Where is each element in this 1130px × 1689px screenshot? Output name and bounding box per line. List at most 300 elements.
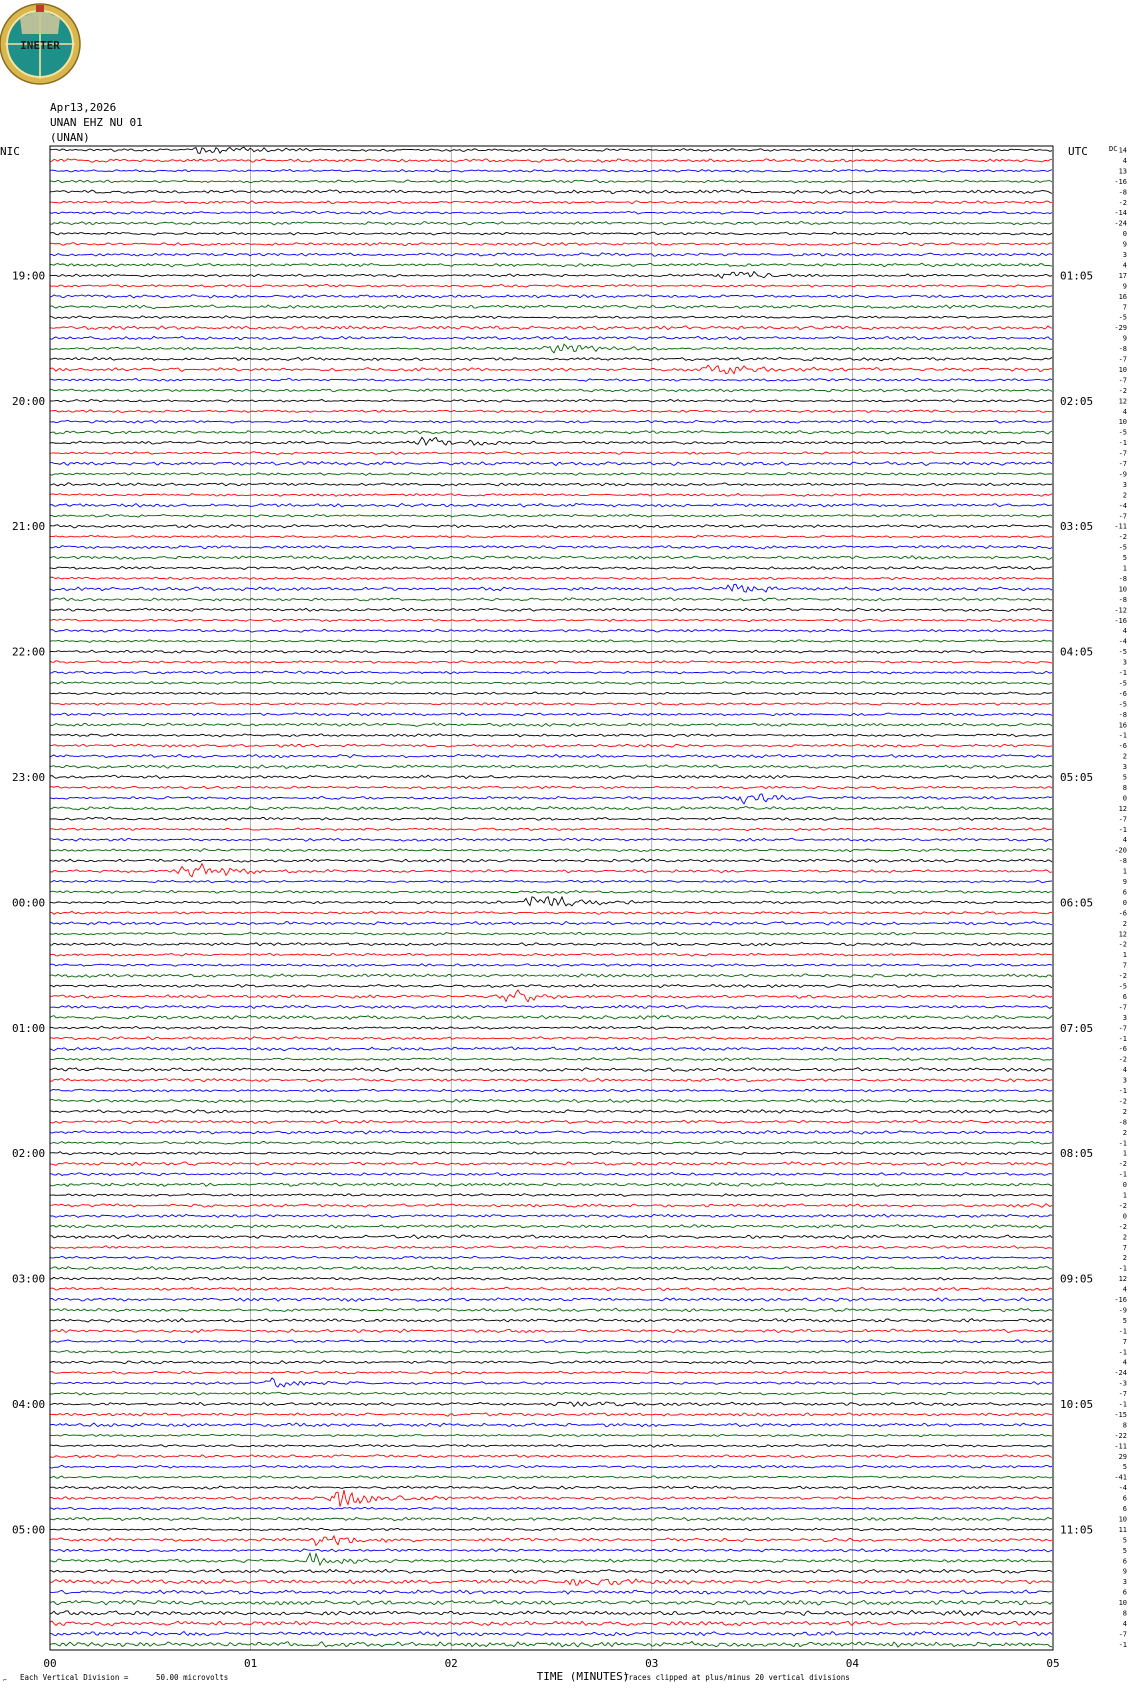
dc-offset-label: -1: [1118, 1170, 1127, 1179]
dc-offset-label: -7: [1118, 376, 1127, 385]
dc-offset-label: -41: [1114, 1473, 1127, 1482]
trace-55: [50, 723, 1052, 726]
trace-54: [50, 713, 1052, 716]
dc-offset-label: -2: [1118, 1055, 1127, 1064]
trace-133: [50, 1536, 1052, 1546]
dc-offset-label: -1: [1118, 825, 1127, 834]
dc-offset-label: -8: [1118, 595, 1127, 604]
dc-offset-label: -1: [1118, 731, 1127, 740]
trace-7: [50, 222, 1052, 225]
right-hour-label: 04:05: [1060, 645, 1094, 659]
trace-41: [50, 577, 1052, 580]
trace-83: [50, 1016, 1052, 1020]
dc-offset-label: 9: [1122, 240, 1127, 249]
trace-25: [50, 410, 1052, 413]
trace-58: [50, 754, 1052, 757]
trace-69: [50, 864, 1052, 877]
dc-offset-label: 29: [1118, 1452, 1127, 1461]
trace-4: [50, 190, 1052, 194]
dc-offset-label: -5: [1118, 313, 1127, 322]
dc-offset-label: -8: [1118, 710, 1127, 719]
trace-141: [50, 1621, 1052, 1626]
dc-offset-label: -2: [1118, 1201, 1127, 1210]
dc-offset-label: 9: [1122, 282, 1127, 291]
dc-offset-label: -15: [1114, 1410, 1127, 1419]
dc-offset-label: -11: [1114, 522, 1127, 531]
dc-offset-label: 5: [1122, 1316, 1127, 1325]
trace-44: [50, 608, 1052, 611]
trace-134: [50, 1549, 1052, 1552]
dc-offset-label: 0: [1122, 1181, 1127, 1190]
dc-offset-label: 12: [1118, 1275, 1127, 1284]
trace-12: [50, 272, 1052, 279]
trace-143: [50, 1641, 1052, 1647]
trace-29: [50, 452, 1052, 455]
trace-126: [50, 1465, 1052, 1468]
dc-offset-label: -7: [1118, 1390, 1127, 1399]
trace-82: [50, 1005, 1052, 1008]
dc-offset-label: 10: [1118, 365, 1127, 374]
dc-offset-label: -1: [1118, 1327, 1127, 1336]
trace-24: [50, 399, 1052, 402]
dc-offset-label: -2: [1118, 533, 1127, 542]
dc-offset-label: -5: [1118, 982, 1127, 991]
dc-offset-label: -1: [1118, 1264, 1127, 1273]
trace-120: [50, 1402, 1052, 1407]
trace-51: [50, 682, 1052, 685]
dc-offset-label: -2: [1118, 1222, 1127, 1231]
dc-offset-label: 5: [1122, 1536, 1127, 1545]
trace-21: [50, 365, 1052, 374]
trace-14: [50, 295, 1052, 298]
dc-offset-label: 2: [1122, 1107, 1127, 1116]
trace-42: [50, 584, 1052, 592]
dc-offset-label: 0: [1122, 794, 1127, 803]
x-tick-label: 05: [1046, 1657, 1060, 1670]
trace-26: [50, 420, 1052, 423]
dc-offset-label: 14: [1118, 146, 1127, 155]
x-axis-title: TIME (MINUTES): [536, 1670, 630, 1683]
trace-124: [50, 1444, 1052, 1447]
dc-offset-label: -7: [1118, 1003, 1127, 1012]
dc-offset-label: 10: [1118, 418, 1127, 427]
scale-value: 50.00 microvolts: [156, 1673, 229, 1682]
trace-30: [50, 462, 1052, 466]
dc-offset-label: 6: [1122, 992, 1127, 1001]
trace-109: [50, 1287, 1052, 1291]
dc-offset-label: -5: [1118, 543, 1127, 552]
trace-119: [50, 1392, 1052, 1395]
trace-98: [50, 1172, 1052, 1175]
trace-136: [50, 1569, 1052, 1573]
dc-offset-label: 9: [1122, 334, 1127, 343]
date-label: Apr13,2026: [50, 101, 117, 114]
dc-offset-label: 17: [1118, 271, 1127, 280]
dc-offset-label: 7: [1122, 303, 1127, 312]
dc-offset-label: 6: [1122, 888, 1127, 897]
trace-63: [50, 806, 1052, 810]
dc-offset-label: 1: [1122, 1149, 1127, 1158]
dc-offset-label: 2: [1122, 1128, 1127, 1137]
dc-offset-label: -8: [1118, 188, 1127, 197]
left-axis-label: NIC: [0, 145, 20, 158]
right-hour-label: 09:05: [1060, 1272, 1094, 1286]
dc-offset-label: 3: [1122, 763, 1127, 772]
dc-offset-label: 4: [1122, 156, 1127, 165]
dc-offset-label: -1: [1118, 1087, 1127, 1095]
trace-45: [50, 619, 1052, 622]
trace-79: [50, 974, 1052, 978]
site-label: (UNAN): [50, 131, 90, 144]
dc-offset-label: 6: [1122, 1557, 1127, 1566]
trace-6: [50, 211, 1052, 214]
right-axis-label: UTC: [1068, 145, 1088, 158]
trace-5: [50, 201, 1052, 204]
dc-offset-label: -5: [1118, 679, 1127, 688]
dc-offset-label: -7: [1118, 1630, 1127, 1639]
trace-100: [50, 1194, 1052, 1197]
trace-66: [50, 838, 1052, 841]
trace-56: [50, 734, 1052, 737]
dc-offset-label: 3: [1122, 1076, 1127, 1085]
dc-offset-label: -1: [1118, 439, 1127, 448]
dc-offset-label: -1: [1118, 669, 1127, 677]
trace-89: [50, 1078, 1052, 1081]
dc-offset-label: -7: [1118, 460, 1127, 468]
dc-offset-label: 16: [1118, 721, 1127, 730]
dc-offset-label: 1: [1122, 867, 1127, 876]
trace-62: [50, 794, 1052, 804]
trace-50: [50, 671, 1052, 674]
dc-offset-label: 4: [1122, 261, 1127, 270]
dc-offset-label: -7: [1118, 815, 1127, 824]
trace-99: [50, 1183, 1052, 1187]
trace-130: [50, 1507, 1052, 1510]
dc-offset-label: 12: [1118, 397, 1127, 406]
trace-9: [50, 242, 1052, 245]
trace-49: [50, 661, 1052, 664]
trace-80: [50, 984, 1052, 987]
logo-text: INETER: [20, 39, 60, 52]
trace-46: [50, 629, 1052, 632]
dc-offset-label: -4: [1118, 501, 1127, 510]
trace-91: [50, 1099, 1052, 1102]
dc-offset-label: -5: [1118, 648, 1127, 657]
dc-offset-label: 3: [1122, 1013, 1127, 1022]
dc-offset-label: 5: [1122, 554, 1127, 563]
dc-offset-label: 10: [1118, 585, 1127, 594]
dc-offset-label: 5: [1122, 773, 1127, 782]
dc-offset-label: 3: [1122, 251, 1127, 259]
trace-127: [50, 1476, 1052, 1479]
trace-23: [50, 389, 1052, 392]
trace-34: [50, 503, 1052, 507]
dc-offset-label: -6: [1118, 909, 1127, 918]
left-hour-label: 19:00: [12, 269, 46, 283]
x-axis-ticks: [43, 1657, 1059, 1670]
trace-20: [50, 357, 1052, 360]
dc-offset-label: 7: [1122, 1243, 1127, 1252]
trace-140: [50, 1610, 1052, 1615]
trace-35: [50, 514, 1052, 517]
trace-125: [50, 1455, 1052, 1458]
trace-48: [50, 650, 1052, 653]
clip-note: Traces clipped at plus/minus 20 vertical divisions: [624, 1673, 850, 1682]
dc-offset-label: -20: [1114, 846, 1127, 855]
dc-offset-label: 2: [1122, 752, 1127, 761]
dc-offset-label: 16: [1118, 292, 1127, 301]
dc-offset-label: 6: [1122, 1494, 1127, 1503]
trace-47: [50, 640, 1052, 643]
dc-offset-label: -22: [1114, 1431, 1127, 1440]
trace-102: [50, 1214, 1052, 1217]
trace-117: [50, 1371, 1052, 1374]
trace-81: [50, 990, 1052, 1002]
dc-offset-label: -16: [1114, 616, 1127, 625]
dc-offset-label: 6: [1122, 1505, 1127, 1513]
trace-132: [50, 1528, 1052, 1531]
left-hour-label: 22:00: [12, 645, 46, 659]
trace-110: [50, 1298, 1052, 1302]
trace-39: [50, 556, 1052, 560]
dc-offset-label: -6: [1118, 689, 1127, 698]
dc-offset-label: -4: [1118, 637, 1127, 646]
trace-27: [50, 430, 1052, 434]
trace-111: [50, 1308, 1052, 1311]
dc-offset-label: 4: [1122, 1619, 1127, 1628]
trace-57: [50, 744, 1052, 747]
right-hour-labels: [1060, 269, 1093, 1536]
dc-offset-label: 1: [1122, 1191, 1127, 1200]
dc-offset-label: -14: [1114, 209, 1127, 218]
trace-139: [50, 1600, 1052, 1605]
dc-offset-label: -2: [1118, 972, 1127, 981]
right-hour-label: 02:05: [1060, 394, 1094, 408]
trace-115: [50, 1350, 1052, 1353]
trace-19: [50, 344, 1052, 353]
dc-offset-label: 13: [1118, 167, 1127, 176]
trace-84: [50, 1026, 1052, 1029]
dc-offset-label: -11: [1114, 1442, 1127, 1451]
dc-offset-label: -8: [1118, 857, 1127, 866]
dc-offset-label: -5: [1118, 700, 1127, 709]
left-hour-label: 23:00: [12, 771, 46, 784]
dc-offset-label: -8: [1118, 345, 1127, 354]
trace-17: [50, 326, 1052, 330]
trace-121: [50, 1413, 1052, 1416]
x-tick-label: 02: [444, 1657, 458, 1670]
dc-offset-label: 10: [1118, 1599, 1127, 1608]
trace-60: [50, 775, 1052, 778]
dc-offset-label: -2: [1118, 1160, 1127, 1169]
left-hour-label: 02:00: [12, 1147, 46, 1161]
dc-offset-label: -5: [1118, 428, 1127, 437]
dc-offset-label: 4: [1122, 836, 1127, 845]
x-tick-label: 01: [243, 1657, 258, 1670]
x-tick-label: 04: [845, 1657, 860, 1670]
dc-offset-label: 7: [1122, 1337, 1127, 1346]
dc-offset-label: -7: [1118, 355, 1127, 364]
scale-note: Each Vertical Division =: [20, 1673, 129, 1682]
trace-2: [50, 169, 1052, 172]
trace-103: [50, 1225, 1052, 1228]
trace-90: [50, 1089, 1052, 1092]
dc-offset-labels: [1114, 147, 1127, 1649]
trace-87: [50, 1058, 1052, 1061]
trace-137: [50, 1579, 1052, 1585]
trace-10: [50, 253, 1052, 256]
trace-0: [50, 147, 1052, 153]
dc-offset-label: -6: [1118, 1045, 1127, 1054]
dc-offset-label: -7: [1118, 512, 1127, 521]
trace-73: [50, 911, 1052, 914]
trace-74: [50, 921, 1052, 925]
trace-53: [50, 703, 1052, 706]
trace-75: [50, 932, 1052, 935]
trace-129: [50, 1490, 1052, 1506]
dc-offset-label: 0: [1122, 898, 1127, 907]
trace-114: [50, 1340, 1052, 1343]
dc-offset-label: 3: [1122, 1578, 1127, 1587]
trace-33: [50, 493, 1052, 496]
dc-label: DC: [1109, 145, 1118, 153]
dc-offset-label: -9: [1118, 1306, 1127, 1315]
dc-offset-label: 1: [1122, 564, 1127, 573]
dc-offset-label: -1: [1118, 1640, 1127, 1649]
left-hour-label: 20:00: [12, 394, 46, 408]
dc-offset-label: 5: [1122, 1546, 1127, 1555]
trace-77: [50, 953, 1052, 956]
dc-offset-label: 8: [1122, 783, 1127, 792]
dc-offset-label: -12: [1114, 606, 1127, 615]
dc-offset-label: -24: [1114, 1369, 1127, 1378]
trace-36: [50, 525, 1052, 528]
dc-offset-label: 1: [1122, 951, 1127, 960]
dc-offset-label: 2: [1122, 491, 1127, 500]
trace-3: [50, 180, 1052, 183]
trace-94: [50, 1131, 1052, 1135]
trace-86: [50, 1047, 1052, 1051]
dc-offset-label: -29: [1114, 324, 1127, 333]
trace-108: [50, 1277, 1052, 1280]
dc-offset-label: 3: [1122, 658, 1127, 667]
trace-85: [50, 1037, 1052, 1040]
right-hour-label: 05:05: [1060, 771, 1094, 784]
right-hour-label: 06:05: [1060, 896, 1094, 910]
right-hour-label: 08:05: [1060, 1147, 1094, 1161]
dc-offset-label: 8: [1122, 1609, 1127, 1618]
trace-123: [50, 1434, 1052, 1437]
dc-offset-label: 7: [1122, 961, 1127, 970]
dc-offset-label: 4: [1122, 627, 1127, 636]
trace-135: [50, 1553, 1052, 1565]
dc-offset-label: 3: [1122, 480, 1127, 489]
trace-105: [50, 1246, 1052, 1249]
dc-offset-label: -2: [1118, 1097, 1127, 1106]
trace-112: [50, 1319, 1052, 1323]
station-label: UNAN EHZ NU 01: [50, 116, 143, 129]
dc-offset-label: 5: [1122, 1463, 1127, 1472]
trace-107: [50, 1266, 1052, 1270]
seismic-traces: [50, 147, 1052, 1647]
dc-offset-label: -2: [1118, 940, 1127, 949]
dc-offset-label: -2: [1118, 386, 1127, 395]
left-hour-labels: [12, 269, 45, 1536]
trace-61: [50, 786, 1052, 789]
trace-68: [50, 859, 1052, 862]
dc-offset-label: 2: [1122, 919, 1127, 928]
dc-offset-label: 4: [1122, 1066, 1127, 1075]
dc-offset-label: 8: [1122, 1421, 1127, 1430]
trace-70: [50, 880, 1052, 882]
trace-122: [50, 1423, 1052, 1427]
right-hour-label: 03:05: [1060, 520, 1094, 534]
trace-142: [50, 1631, 1052, 1636]
dc-offset-label: -2: [1118, 198, 1127, 207]
trace-16: [50, 316, 1052, 319]
trace-88: [50, 1068, 1052, 1072]
trace-52: [50, 692, 1052, 695]
scale-marker-icon: ⌐: [3, 1677, 7, 1684]
dc-offset-label: 4: [1122, 407, 1127, 416]
right-hour-label: 11:05: [1060, 1523, 1094, 1537]
dc-offset-label: -8: [1118, 574, 1127, 583]
trace-22: [50, 379, 1052, 382]
dc-offset-label: -3: [1118, 1379, 1127, 1388]
left-hour-label: 01:00: [12, 1021, 46, 1035]
left-hour-label: 05:00: [12, 1523, 46, 1537]
trace-128: [50, 1486, 1052, 1489]
dc-offset-label: -7: [1118, 449, 1127, 458]
dc-offset-label: 9: [1122, 1567, 1127, 1576]
trace-118: [50, 1378, 1052, 1387]
trace-95: [50, 1141, 1052, 1144]
dc-offset-label: -24: [1114, 219, 1127, 228]
trace-93: [50, 1120, 1052, 1123]
dc-offset-label: -16: [1114, 1296, 1127, 1304]
dc-offset-label: 0: [1122, 1212, 1127, 1221]
trace-71: [50, 890, 1052, 893]
trace-15: [50, 305, 1052, 309]
dc-offset-label: 4: [1122, 1358, 1127, 1367]
x-tick-label: 03: [645, 1657, 659, 1670]
trace-31: [50, 473, 1052, 476]
left-hour-label: 04:00: [12, 1398, 46, 1411]
trace-18: [50, 336, 1052, 339]
trace-106: [50, 1256, 1052, 1259]
trace-64: [50, 817, 1052, 820]
dc-offset-label: 12: [1118, 804, 1127, 813]
dc-offset-label: 11: [1118, 1525, 1127, 1534]
dc-offset-label: 2: [1122, 1233, 1127, 1242]
left-hour-label: 21:00: [12, 520, 46, 534]
right-hour-label: 07:05: [1060, 1021, 1094, 1035]
right-hour-label: 01:05: [1060, 269, 1094, 283]
trace-113: [50, 1329, 1052, 1333]
trace-131: [50, 1517, 1052, 1521]
trace-97: [50, 1162, 1052, 1166]
dc-offset-label: -8: [1118, 1118, 1127, 1127]
dc-offset-label: -1: [1118, 1139, 1127, 1148]
dc-offset-label: 6: [1122, 1588, 1127, 1597]
dc-offset-label: -7: [1118, 1024, 1127, 1033]
dc-offset-label: 9: [1122, 878, 1127, 886]
trace-32: [50, 483, 1052, 486]
trace-1: [50, 159, 1052, 163]
trace-92: [50, 1110, 1052, 1113]
dc-offset-label: -6: [1118, 742, 1127, 751]
dc-offset-label: 4: [1122, 1285, 1127, 1294]
